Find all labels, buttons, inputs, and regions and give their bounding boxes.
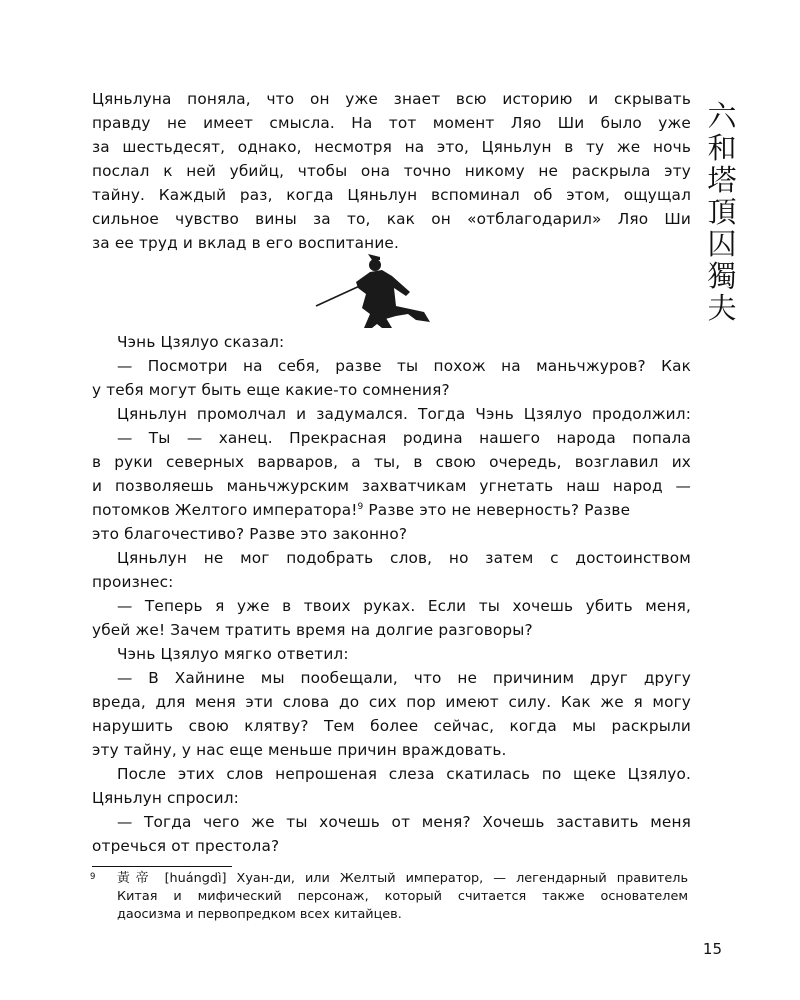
body-line: — Тогда чего же ты хочешь от меня? Хочешь заставить меня	[117, 813, 691, 831]
body-line	[92, 498, 691, 522]
body-line: — В Хайнине мы пообещали, что не причиним друг другу	[117, 669, 691, 687]
body-line: После этих слов непрошеная слеза скатилась по щеке Цзялуо.	[117, 765, 691, 783]
body-line: в руки северных варваров, а ты, в свою очередь, возглавил их	[92, 453, 691, 471]
footnote-line: даосизма и первопредком всех китайцев.	[117, 907, 402, 922]
body-line: произнес:	[92, 573, 174, 591]
body-line: Цяньлун спросил:	[92, 789, 239, 807]
body-line: правду не имеет смысла. На тот момент Ляо Ши было уже	[92, 114, 691, 132]
body-line: тайну. Каждый раз, когда Цяньлун вспоминал об этом, ощущал	[92, 186, 691, 204]
body-line: Чэнь Цзялуо сказал:	[117, 333, 285, 351]
body-line: за шестьдесят, однако, несмотря на это, Цяньлун в ту же ночь	[92, 138, 691, 156]
title-char: 獨	[707, 259, 737, 293]
body-line: Цяньлун промолчал и задумался. Тогда Чэнь Цзялуо продолжил:	[117, 405, 691, 423]
body-line: — Посмотри на себя, разве ты похож на маньчжуров? Как	[117, 357, 691, 375]
footnote-ref: 9	[357, 502, 364, 512]
title-char: 囚	[707, 227, 737, 261]
swordsman-illustration	[312, 248, 442, 328]
body-line: — Теперь я уже в твоих руках. Если ты хочешь убить меня,	[117, 597, 691, 615]
body-line: и позволяешь маньчжурским захватчикам угнетать наш народ —	[92, 477, 691, 495]
body-line-part: Разве это не неверность? Разве	[363, 501, 631, 519]
body-line: — Ты — ханец. Прекрасная родина нашего народа попала	[117, 429, 691, 447]
body-line: Цяньлуна поняла, что он уже знает всю историю и скрывать	[92, 90, 691, 108]
title-char: 塔	[707, 163, 737, 197]
footnote-line: Китая и мифический персонаж, который считается также основателем	[117, 889, 688, 904]
footnote-line	[117, 870, 688, 888]
body-line: это благочестиво? Разве это законно?	[92, 525, 408, 543]
footnote-rule	[92, 866, 232, 867]
page-number: 15	[702, 940, 722, 958]
body-line: убей же! Зачем тратить время на долгие разговоры?	[92, 621, 533, 639]
body-line: Чэнь Цзялуо мягко ответил:	[117, 645, 349, 663]
body-line: нарушить свою клятву? Тем более сейчас, когда мы раскрыли	[92, 717, 691, 735]
title-char: 頂	[707, 195, 737, 229]
body-line: эту тайну, у нас еще меньше причин враждовать.	[92, 741, 507, 759]
title-char: 夫	[707, 291, 737, 325]
footnote-mark: 9	[90, 872, 96, 882]
body-line: у тебя могут быть еще какие-то сомнения?	[92, 381, 450, 399]
body-line-part: потомков Желтого императора!	[92, 501, 358, 519]
footnote-hanzi: 黃帝	[117, 871, 155, 886]
footnote-text: [huángdì] Хуан-ди, или Желтый император, — легендарный правитель	[154, 871, 688, 886]
body-line: за ее труд и вклад в его воспитание.	[92, 234, 399, 252]
title-char: 六	[707, 99, 737, 133]
body-line: сильное чувство вины за то, как он «отблагодарил» Ляо Ши	[92, 210, 691, 228]
vertical-chapter-title	[700, 100, 744, 324]
body-line: вреда, для меня эти слова до сих пор имеют силу. Как же я могу	[92, 693, 691, 711]
title-char: 和	[707, 131, 737, 165]
body-line: Цяньлун не мог подобрать слов, но затем с достоинством	[117, 549, 691, 567]
body-line: отречься от престола?	[92, 837, 280, 855]
body-line: послал к ней убийц, чтобы она точно никому не раскрыла эту	[92, 162, 691, 180]
